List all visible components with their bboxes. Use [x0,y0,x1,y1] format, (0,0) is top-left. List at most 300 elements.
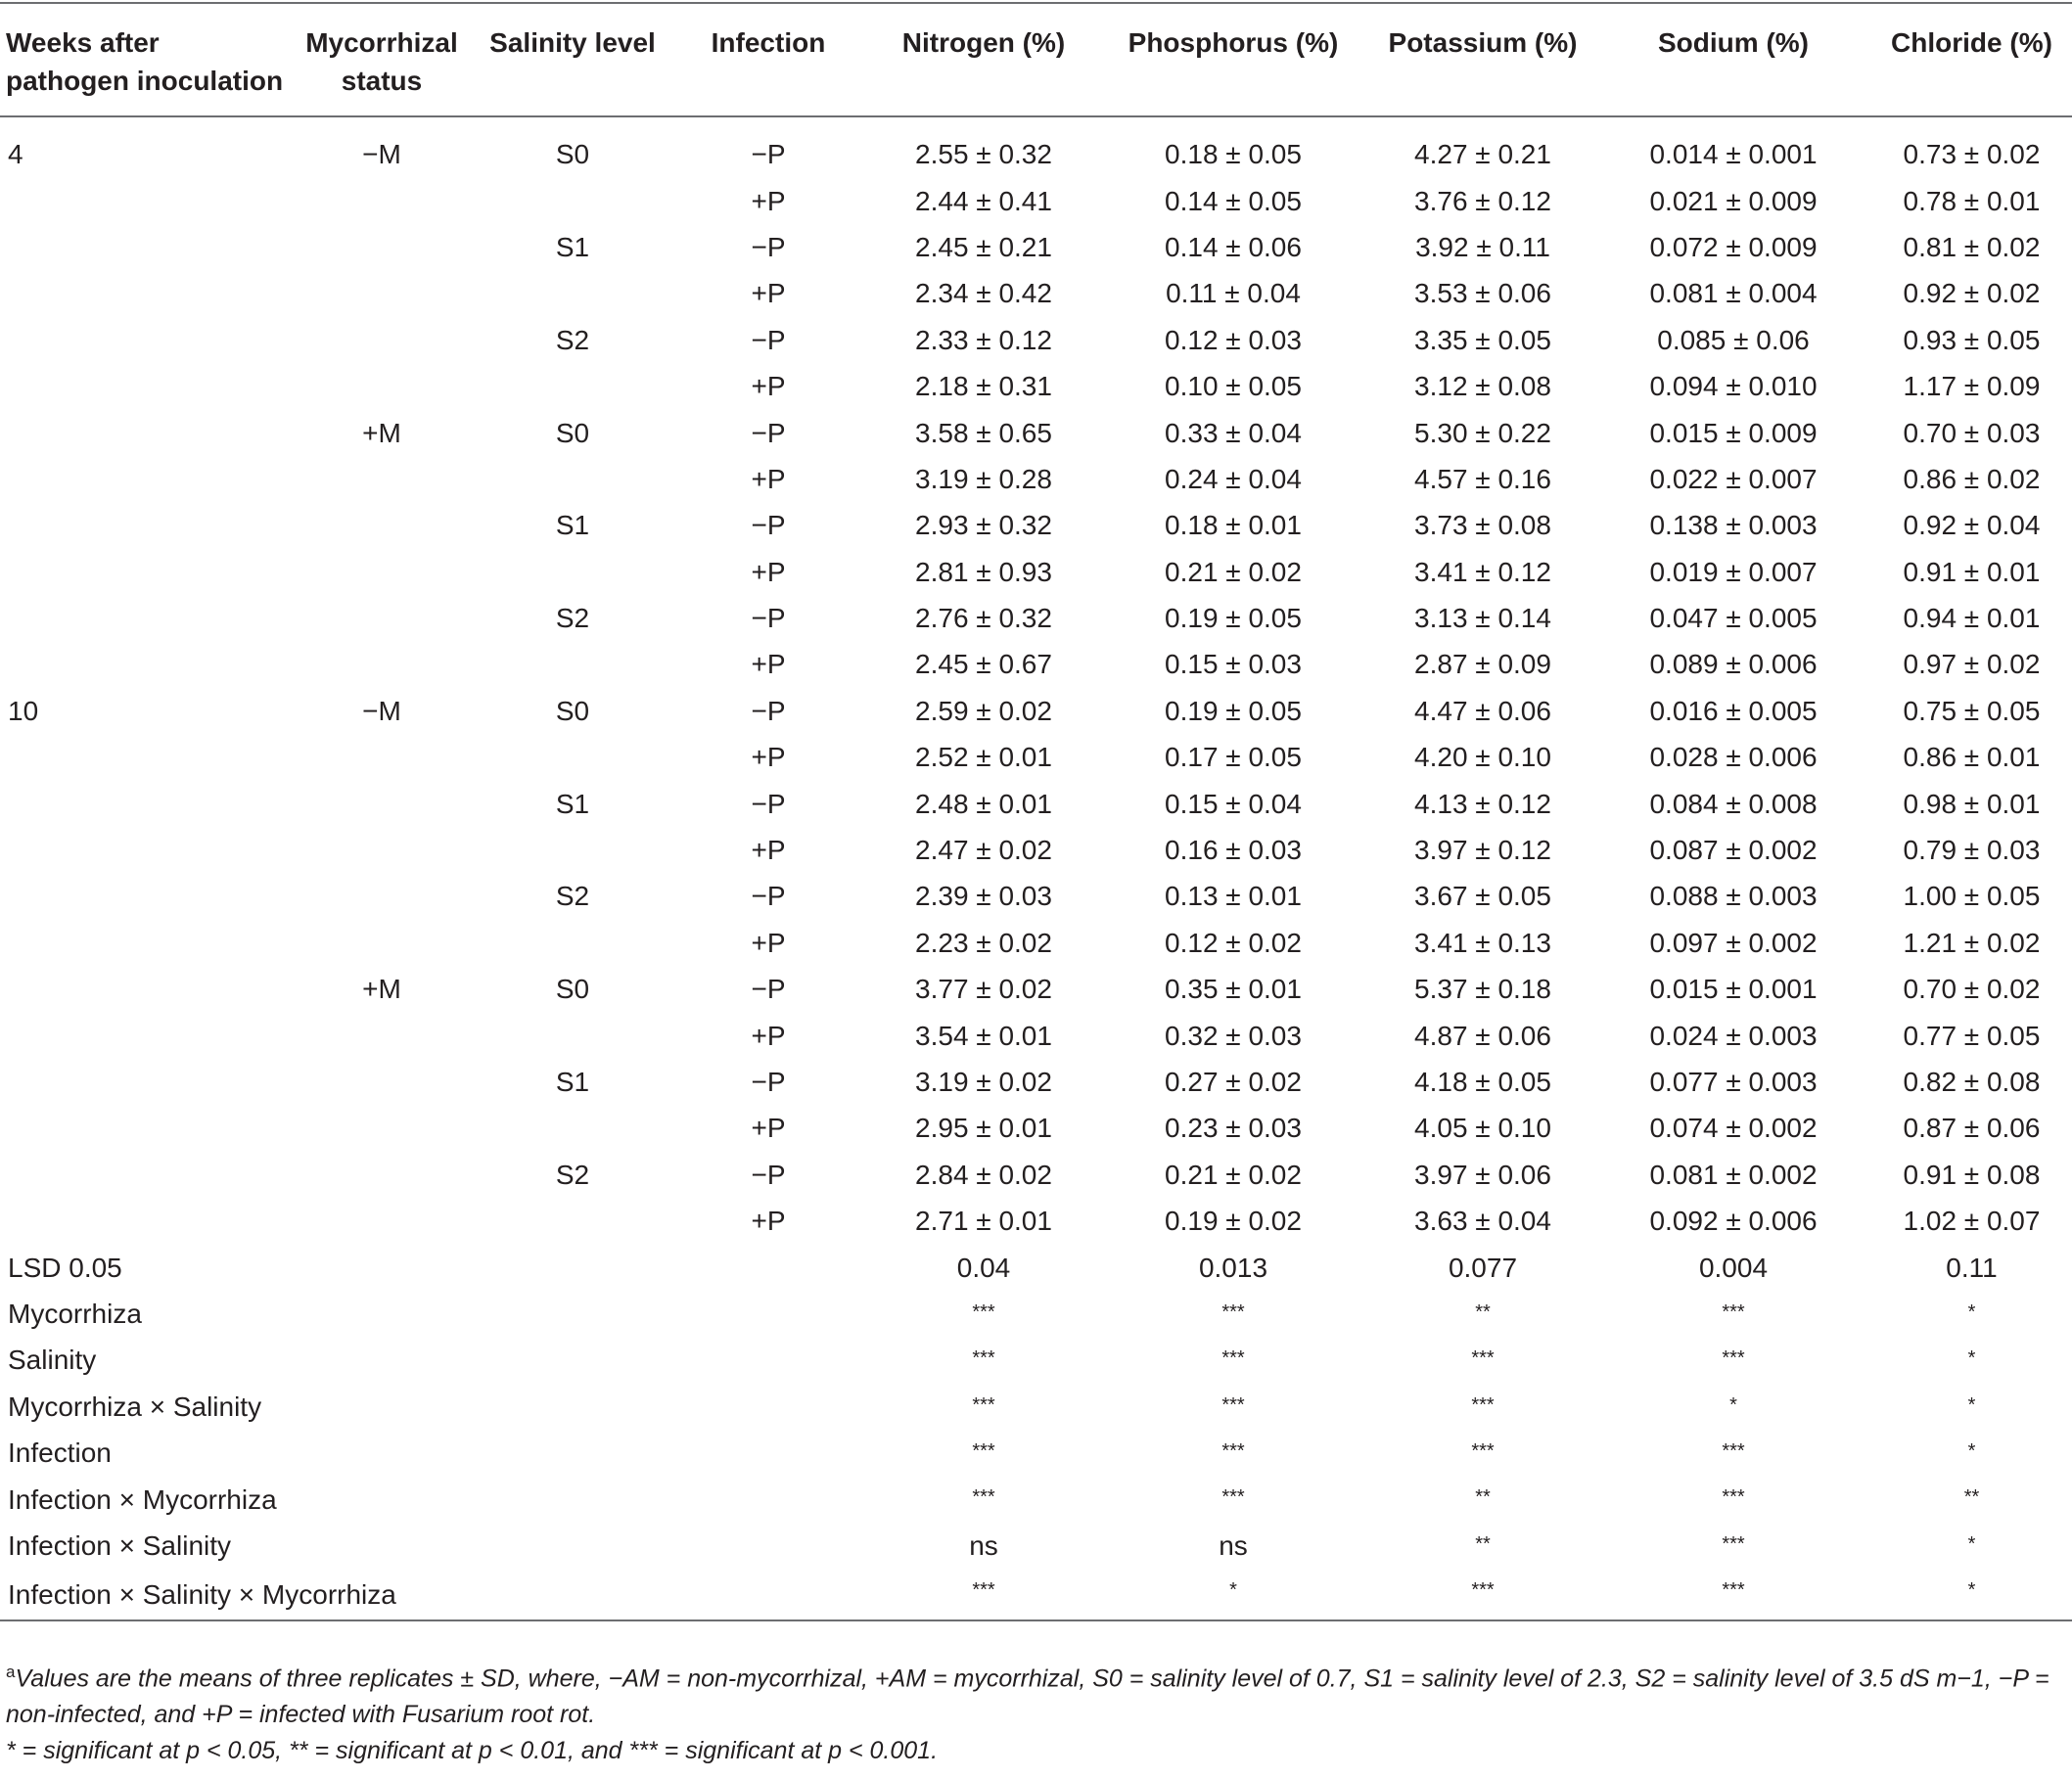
cell-phosphorus: 0.19 ± 0.05 [1165,603,1302,634]
cell-potassium: 3.41 ± 0.13 [1414,927,1551,958]
cell-chloride: 1.02 ± 0.07 [1903,1206,2041,1237]
stats-phosphorus: *** [1221,1393,1245,1416]
cell-mycorrhizal-status [284,1105,480,1151]
header-infection: Infection [711,27,826,58]
cell-potassium: 2.87 ± 0.09 [1414,649,1551,680]
cell-sodium: 0.097 ± 0.002 [1649,927,1818,958]
cell-weeks [0,363,284,409]
stats-phosphorus: *** [1221,1347,1245,1370]
cell-nitrogen: 2.44 ± 0.41 [915,185,1052,216]
table-row [0,116,2072,177]
cell-mycorrhizal-status [284,549,480,595]
header-potassium: Potassium (%) [1388,27,1578,58]
stats-chloride: * [1967,1300,1976,1323]
cell-chloride: 0.94 ± 0.01 [1903,603,2041,634]
stats-chloride: * [1967,1393,1976,1416]
cell-chloride: 0.77 ± 0.05 [1903,1020,2041,1051]
cell-salinity-level [480,549,666,595]
table-row [0,1012,2072,1058]
cell-nitrogen: 2.18 ± 0.31 [915,371,1052,402]
table-row [0,873,2072,919]
cell-sodium: 0.072 ± 0.009 [1649,231,1818,262]
cell-nitrogen: 3.58 ± 0.65 [915,417,1052,448]
stats-sodium: *** [1722,1579,1745,1602]
stats-sodium: *** [1722,1486,1745,1509]
cell-sodium: 0.074 ± 0.002 [1649,1113,1818,1144]
cell-nitrogen: 3.77 ± 0.02 [915,974,1052,1005]
cell-phosphorus: 0.21 ± 0.02 [1165,556,1302,587]
stats-chloride: * [1967,1439,1976,1462]
cell-phosphorus: 0.17 ± 0.05 [1165,742,1302,773]
stats-sodium: *** [1722,1347,1745,1370]
cell-nitrogen: 2.84 ± 0.02 [915,1159,1052,1190]
cell-potassium: 3.97 ± 0.06 [1414,1159,1551,1190]
cell-phosphorus: 0.33 ± 0.04 [1165,417,1302,448]
cell-mycorrhizal-status [284,317,480,363]
stats-potassium: ** [1475,1532,1491,1555]
cell-weeks [0,827,284,873]
cell-phosphorus: 0.14 ± 0.05 [1165,185,1302,216]
cell-salinity-level: S1 [555,231,590,262]
cell-sodium: 0.081 ± 0.002 [1649,1159,1818,1190]
cell-chloride: 0.92 ± 0.02 [1903,278,2041,309]
cell-potassium: 5.30 ± 0.22 [1414,417,1551,448]
cell-weeks: 4 [8,139,23,170]
cell-infection: +P [751,835,786,866]
table-row [0,409,2072,455]
cell-sodium: 0.021 ± 0.009 [1649,185,1818,216]
cell-sodium: 0.047 ± 0.005 [1649,603,1818,634]
cell-potassium: 5.37 ± 0.18 [1414,974,1551,1005]
cell-infection: +P [751,278,786,309]
cell-mycorrhizal-status [284,595,480,641]
cell-chloride: 0.78 ± 0.01 [1903,185,2041,216]
cell-weeks [0,966,284,1012]
table-body [0,116,2072,1620]
footnote-line-1 [6,1654,2066,1733]
cell-sodium: 0.022 ± 0.007 [1649,463,1818,494]
header-nitrogen: Nitrogen (%) [901,27,1066,58]
stats-nitrogen: *** [972,1393,995,1416]
cell-salinity-level: S2 [555,324,590,355]
cell-salinity-level [480,641,666,687]
table-row [0,920,2072,966]
stats-row [0,1523,2072,1569]
cell-phosphorus: 0.12 ± 0.03 [1165,324,1302,355]
cell-sodium: 0.019 ± 0.007 [1649,556,1818,587]
cell-weeks [0,549,284,595]
cell-chloride: 0.98 ± 0.01 [1903,788,2041,819]
cell-infection: −P [751,139,786,170]
stats-label: Mycorrhiza [8,1298,142,1329]
cell-nitrogen: 2.81 ± 0.93 [915,556,1052,587]
cell-mycorrhizal-status [284,1152,480,1198]
cell-sodium: 0.084 ± 0.008 [1649,788,1818,819]
table-row [0,363,2072,409]
stats-potassium: *** [1471,1347,1495,1370]
stats-chloride: ** [1963,1486,1980,1509]
cell-sodium: 0.015 ± 0.001 [1649,974,1818,1005]
cell-potassium: 4.18 ± 0.05 [1414,1067,1551,1097]
cell-salinity-level: S1 [555,510,590,541]
cell-potassium: 4.20 ± 0.10 [1414,742,1551,773]
stats-sodium: *** [1722,1532,1745,1555]
cell-potassium: 3.97 ± 0.12 [1414,835,1551,866]
cell-infection: +P [751,1206,786,1237]
cell-mycorrhizal-status [284,177,480,223]
cell-phosphorus: 0.12 ± 0.02 [1165,927,1302,958]
stats-potassium: *** [1471,1393,1495,1416]
table-row [0,1198,2072,1244]
cell-mycorrhizal-status [284,1198,480,1244]
stats-label: Infection × Mycorrhiza [8,1483,277,1515]
stats-phosphorus: 0.013 [1198,1252,1268,1283]
cell-nitrogen: 2.95 ± 0.01 [915,1113,1052,1144]
header-salinity-level: Salinity level [489,27,656,58]
cell-infection: −P [751,231,786,262]
cell-mycorrhizal-status [284,270,480,316]
cell-sodium: 0.016 ± 0.005 [1649,695,1818,726]
cell-nitrogen: 2.93 ± 0.32 [915,510,1052,541]
cell-weeks [0,1152,284,1198]
cell-phosphorus: 0.10 ± 0.05 [1165,371,1302,402]
cell-nitrogen: 3.19 ± 0.02 [915,1067,1052,1097]
cell-infection: +P [751,1020,786,1051]
table-row [0,456,2072,502]
cell-mycorrhizal-status [284,502,480,548]
cell-nitrogen: 2.33 ± 0.12 [915,324,1052,355]
stats-nitrogen: *** [972,1347,995,1370]
cell-sodium: 0.085 ± 0.06 [1657,324,1810,355]
stats-phosphorus: *** [1221,1486,1245,1509]
cell-potassium: 4.05 ± 0.10 [1414,1113,1551,1144]
stats-nitrogen: *** [972,1486,995,1509]
cell-salinity-level [480,734,666,780]
cell-chloride: 1.21 ± 0.02 [1903,927,2041,958]
cell-salinity-level [480,1012,666,1058]
cell-potassium: 3.73 ± 0.08 [1414,510,1551,541]
cell-mycorrhizal-status [284,641,480,687]
cell-weeks [0,1198,284,1244]
footnote-text-1: Values are the means of three replicates ± SD, where, −AM = non-mycorrhizal, +AM = mycorrhizal, S0 = salinity level of 0.7, S1 = salinity level of 2.3, S2 = salinity level of 3.5 dS m−1, −P = non-infected, and +P = infected with Fusarium root rot. [6,1665,2049,1729]
table-row [0,549,2072,595]
cell-salinity-level: S1 [555,788,590,819]
cell-mycorrhizal-status [284,734,480,780]
cell-infection: +P [751,463,786,494]
table-row [0,827,2072,873]
cell-sodium: 0.087 ± 0.002 [1649,835,1818,866]
cell-salinity-level [480,1105,666,1151]
table-row [0,177,2072,223]
cell-salinity-level [480,270,666,316]
header-phosphorus: Phosphorus (%) [1128,27,1339,58]
cell-sodium: 0.092 ± 0.006 [1649,1206,1818,1237]
cell-phosphorus: 0.16 ± 0.03 [1165,835,1302,866]
stats-label: LSD 0.05 [8,1252,122,1283]
table-row [0,1059,2072,1105]
stats-phosphorus: *** [1221,1439,1245,1462]
cell-weeks [0,920,284,966]
cell-weeks [0,595,284,641]
header-mycorrhizal-status: Mycorrhizal status [305,27,458,96]
nutrient-table [0,2,2072,1621]
cell-phosphorus: 0.35 ± 0.01 [1165,974,1302,1005]
stats-potassium: ** [1475,1300,1491,1323]
stats-row [0,1384,2072,1430]
cell-weeks [0,734,284,780]
cell-chloride: 0.97 ± 0.02 [1903,649,2041,680]
cell-salinity-level: S0 [555,139,590,170]
cell-chloride: 0.82 ± 0.08 [1903,1067,2041,1097]
stats-chloride: * [1967,1347,1976,1370]
stats-label: Infection [8,1437,112,1469]
stats-phosphorus: ns [1219,1529,1248,1561]
stats-label: Infection × Salinity × Mycorrhiza [8,1578,396,1610]
stats-sodium: *** [1722,1300,1745,1323]
cell-potassium: 4.13 ± 0.12 [1414,788,1551,819]
table-row [0,780,2072,826]
cell-mycorrhizal-status [284,224,480,270]
cell-chloride: 0.75 ± 0.05 [1903,695,2041,726]
cell-weeks [0,270,284,316]
cell-phosphorus: 0.13 ± 0.01 [1165,881,1302,912]
cell-sodium: 0.088 ± 0.003 [1649,881,1818,912]
footnote-marker: a [6,1663,16,1681]
stats-potassium: 0.077 [1448,1252,1518,1283]
cell-nitrogen: 2.55 ± 0.32 [915,139,1052,170]
cell-phosphorus: 0.15 ± 0.03 [1165,649,1302,680]
cell-nitrogen: 2.34 ± 0.42 [915,278,1052,309]
cell-potassium: 4.87 ± 0.06 [1414,1020,1551,1051]
cell-phosphorus: 0.18 ± 0.05 [1165,139,1302,170]
cell-mycorrhizal-status: +M [362,974,401,1005]
cell-phosphorus: 0.14 ± 0.06 [1165,231,1302,262]
cell-weeks [0,1105,284,1151]
cell-mycorrhizal-status [284,873,480,919]
stats-sodium: * [1729,1393,1737,1416]
cell-mycorrhizal-status: −M [362,695,401,726]
cell-chloride: 0.70 ± 0.02 [1903,974,2041,1005]
cell-sodium: 0.138 ± 0.003 [1649,510,1818,541]
stats-potassium: ** [1475,1486,1491,1509]
cell-chloride: 0.86 ± 0.01 [1903,742,2041,773]
cell-salinity-level: S2 [555,881,590,912]
cell-potassium: 3.13 ± 0.14 [1414,603,1551,634]
cell-infection: +P [751,742,786,773]
cell-weeks [0,456,284,502]
cell-chloride: 0.86 ± 0.02 [1903,463,2041,494]
stats-chloride: * [1967,1579,1976,1602]
cell-phosphorus: 0.11 ± 0.04 [1166,278,1301,309]
cell-mycorrhizal-status [284,1059,480,1105]
cell-chloride: 0.92 ± 0.04 [1903,510,2041,541]
cell-chloride: 0.70 ± 0.03 [1903,417,2041,448]
cell-potassium: 3.76 ± 0.12 [1414,185,1551,216]
stats-label: Salinity [8,1345,97,1376]
table-row [0,688,2072,734]
cell-sodium: 0.089 ± 0.006 [1649,649,1818,680]
stats-nitrogen: ns [969,1529,998,1561]
stats-potassium: *** [1471,1439,1495,1462]
cell-mycorrhizal-status [284,920,480,966]
cell-weeks [0,177,284,223]
cell-weeks [0,1059,284,1105]
cell-salinity-level: S0 [555,974,590,1005]
stats-row [0,1569,2072,1620]
cell-phosphorus: 0.18 ± 0.01 [1165,510,1302,541]
cell-chloride: 1.17 ± 0.09 [1903,371,2041,402]
cell-infection: −P [751,1067,786,1097]
table-row [0,502,2072,548]
cell-salinity-level [480,827,666,873]
table-footnote [6,1654,2066,1769]
cell-infection: +P [751,927,786,958]
cell-potassium: 3.92 ± 0.11 [1415,231,1550,262]
cell-weeks [0,502,284,548]
cell-phosphorus: 0.23 ± 0.03 [1165,1113,1302,1144]
table-row [0,317,2072,363]
header-chloride: Chloride (%) [1891,27,2052,58]
cell-infection: −P [751,603,786,634]
cell-phosphorus: 0.19 ± 0.02 [1165,1206,1302,1237]
stats-row [0,1337,2072,1383]
cell-sodium: 0.015 ± 0.009 [1649,417,1818,448]
stats-label: Mycorrhiza × Salinity [8,1391,262,1422]
stats-nitrogen: *** [972,1439,995,1462]
stats-potassium: *** [1471,1579,1495,1602]
cell-mycorrhizal-status [284,780,480,826]
cell-infection: −P [751,324,786,355]
header-sodium: Sodium (%) [1658,27,1809,58]
cell-infection: +P [751,556,786,587]
cell-phosphorus: 0.19 ± 0.05 [1165,695,1302,726]
cell-infection: −P [751,788,786,819]
table-row [0,1105,2072,1151]
cell-weeks [0,641,284,687]
cell-nitrogen: 3.54 ± 0.01 [915,1020,1052,1051]
cell-chloride: 0.91 ± 0.01 [1903,556,2041,587]
cell-sodium: 0.014 ± 0.001 [1649,139,1818,170]
cell-infection: +P [751,371,786,402]
cell-nitrogen: 3.19 ± 0.28 [915,463,1052,494]
table-row [0,734,2072,780]
cell-phosphorus: 0.21 ± 0.02 [1165,1159,1302,1190]
cell-salinity-level: S2 [555,1159,590,1190]
cell-mycorrhizal-status [284,456,480,502]
cell-infection: −P [751,974,786,1005]
cell-infection: −P [751,881,786,912]
cell-nitrogen: 2.39 ± 0.03 [915,881,1052,912]
stats-nitrogen: *** [972,1300,995,1323]
cell-salinity-level: S0 [555,417,590,448]
header-row [0,3,2072,116]
cell-weeks [0,224,284,270]
table-row [0,270,2072,316]
cell-phosphorus: 0.27 ± 0.02 [1165,1067,1302,1097]
cell-nitrogen: 2.59 ± 0.02 [915,695,1052,726]
cell-infection: +P [751,185,786,216]
cell-weeks [0,317,284,363]
table-row [0,966,2072,1012]
stats-row [0,1244,2072,1290]
cell-sodium: 0.077 ± 0.003 [1649,1067,1818,1097]
cell-potassium: 3.67 ± 0.05 [1414,881,1551,912]
cell-weeks [0,873,284,919]
cell-mycorrhizal-status: +M [362,417,401,448]
stats-phosphorus: *** [1221,1300,1245,1323]
cell-chloride: 0.87 ± 0.06 [1903,1113,2041,1144]
cell-sodium: 0.081 ± 0.004 [1649,278,1818,309]
cell-potassium: 4.57 ± 0.16 [1414,463,1551,494]
cell-nitrogen: 2.47 ± 0.02 [915,835,1052,866]
cell-sodium: 0.028 ± 0.006 [1649,742,1818,773]
cell-mycorrhizal-status [284,1012,480,1058]
stats-sodium: 0.004 [1698,1252,1769,1283]
stats-label: Infection × Salinity [8,1529,232,1561]
cell-chloride: 0.73 ± 0.02 [1903,139,2041,170]
header-weeks: Weeks after pathogen inoculation [6,27,284,96]
cell-salinity-level: S1 [555,1067,590,1097]
cell-salinity-level [480,177,666,223]
cell-potassium: 3.12 ± 0.08 [1414,371,1551,402]
table-header [0,3,2072,116]
cell-sodium: 0.024 ± 0.003 [1649,1020,1818,1051]
cell-nitrogen: 2.48 ± 0.01 [915,788,1052,819]
cell-nitrogen: 2.71 ± 0.01 [915,1206,1052,1237]
footnote-line-2: * = significant at p < 0.05, ** = significant at p < 0.01, and *** = significant at p < 0.001. [6,1737,939,1765]
stats-sodium: *** [1722,1439,1745,1462]
cell-nitrogen: 2.23 ± 0.02 [915,927,1052,958]
cell-phosphorus: 0.15 ± 0.04 [1165,788,1302,819]
cell-salinity-level [480,920,666,966]
cell-chloride: 0.81 ± 0.02 [1903,231,2041,262]
cell-weeks [0,409,284,455]
cell-phosphorus: 0.32 ± 0.03 [1165,1020,1302,1051]
cell-mycorrhizal-status: −M [362,139,401,170]
stats-nitrogen: 0.04 [956,1252,1011,1283]
cell-potassium: 3.41 ± 0.12 [1414,556,1551,587]
cell-nitrogen: 2.52 ± 0.01 [915,742,1052,773]
stats-chloride: * [1967,1532,1976,1555]
cell-infection: −P [751,510,786,541]
cell-phosphorus: 0.24 ± 0.04 [1165,463,1302,494]
cell-potassium: 3.53 ± 0.06 [1414,278,1551,309]
cell-mycorrhizal-status [284,827,480,873]
table-row [0,595,2072,641]
cell-chloride: 0.91 ± 0.08 [1903,1159,2041,1190]
cell-salinity-level [480,1198,666,1244]
stats-nitrogen: *** [972,1579,995,1602]
stats-phosphorus: * [1229,1579,1237,1602]
cell-nitrogen: 2.45 ± 0.21 [915,231,1052,262]
table-row [0,224,2072,270]
cell-potassium: 3.63 ± 0.04 [1414,1206,1551,1237]
cell-salinity-level [480,456,666,502]
cell-salinity-level [480,363,666,409]
cell-salinity-level: S0 [555,695,590,726]
cell-nitrogen: 2.76 ± 0.32 [915,603,1052,634]
cell-infection: −P [751,417,786,448]
cell-infection: −P [751,695,786,726]
cell-chloride: 0.93 ± 0.05 [1903,324,2041,355]
cell-weeks [0,780,284,826]
cell-nitrogen: 2.45 ± 0.67 [915,649,1052,680]
cell-chloride: 1.00 ± 0.05 [1903,881,2041,912]
stats-row [0,1291,2072,1337]
cell-infection: −P [751,1159,786,1190]
cell-weeks [0,1012,284,1058]
cell-chloride: 0.79 ± 0.03 [1903,835,2041,866]
